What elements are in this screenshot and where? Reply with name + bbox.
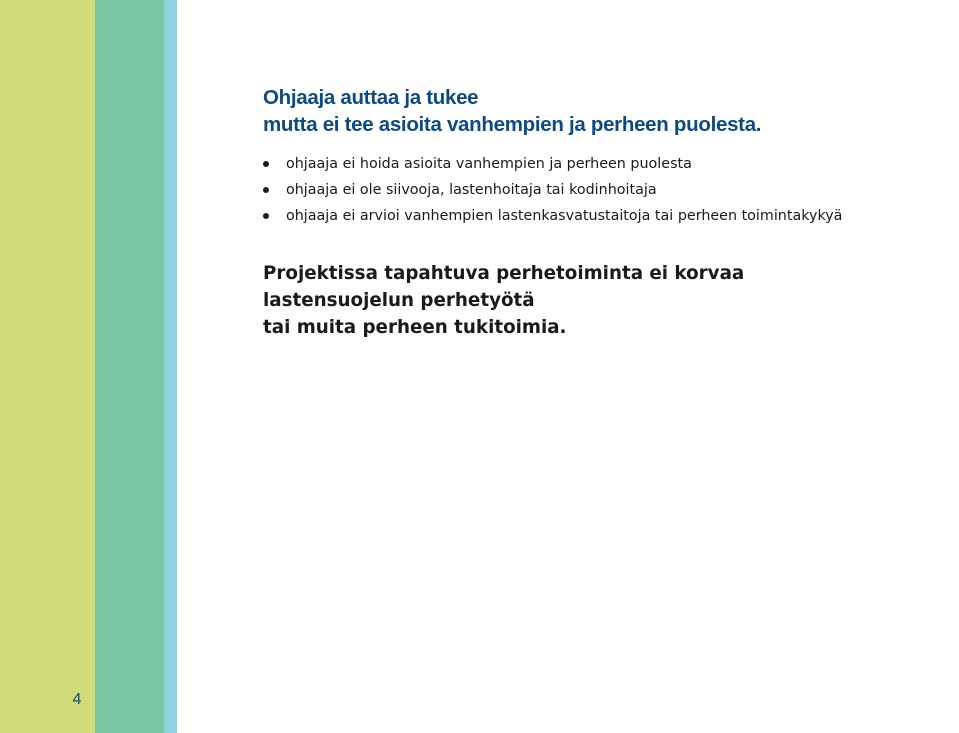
heading-line-2: mutta ei tee asioita vanhempien ja perheen puolesta.: [263, 113, 762, 136]
closing-line-2: lastensuojelun perhetyötä: [263, 290, 535, 311]
decorative-stripe-right: [164, 0, 177, 733]
page-number: 4: [72, 691, 82, 708]
bullet-icon: [263, 187, 269, 193]
bullet-list: [263, 151, 842, 229]
heading-line-1: Ohjaaja auttaa ja tukee: [263, 86, 479, 109]
list-item-text: ohjaaja ei hoida asioita vanhempien ja perheen puolesta: [286, 156, 692, 172]
closing-line-3: tai muita perheen tukitoimia.: [263, 317, 567, 338]
list-item: [263, 177, 842, 203]
bullet-icon: [263, 161, 269, 167]
page-heading: [263, 84, 761, 138]
closing-statement: [263, 260, 744, 341]
decorative-stripe-left: [0, 0, 95, 733]
bullet-icon: [263, 213, 269, 219]
list-item: [263, 203, 842, 229]
list-item-text: ohjaaja ei arvioi vanhempien lastenkasvatustaitoja tai perheen toimintakykyä: [286, 208, 843, 224]
decorative-stripe-middle: [95, 0, 164, 733]
list-item-text: ohjaaja ei ole siivooja, lastenhoitaja tai kodinhoitaja: [286, 182, 657, 198]
list-item: [263, 151, 842, 177]
closing-line-1: Projektissa tapahtuva perhetoiminta ei korvaa: [263, 263, 745, 284]
